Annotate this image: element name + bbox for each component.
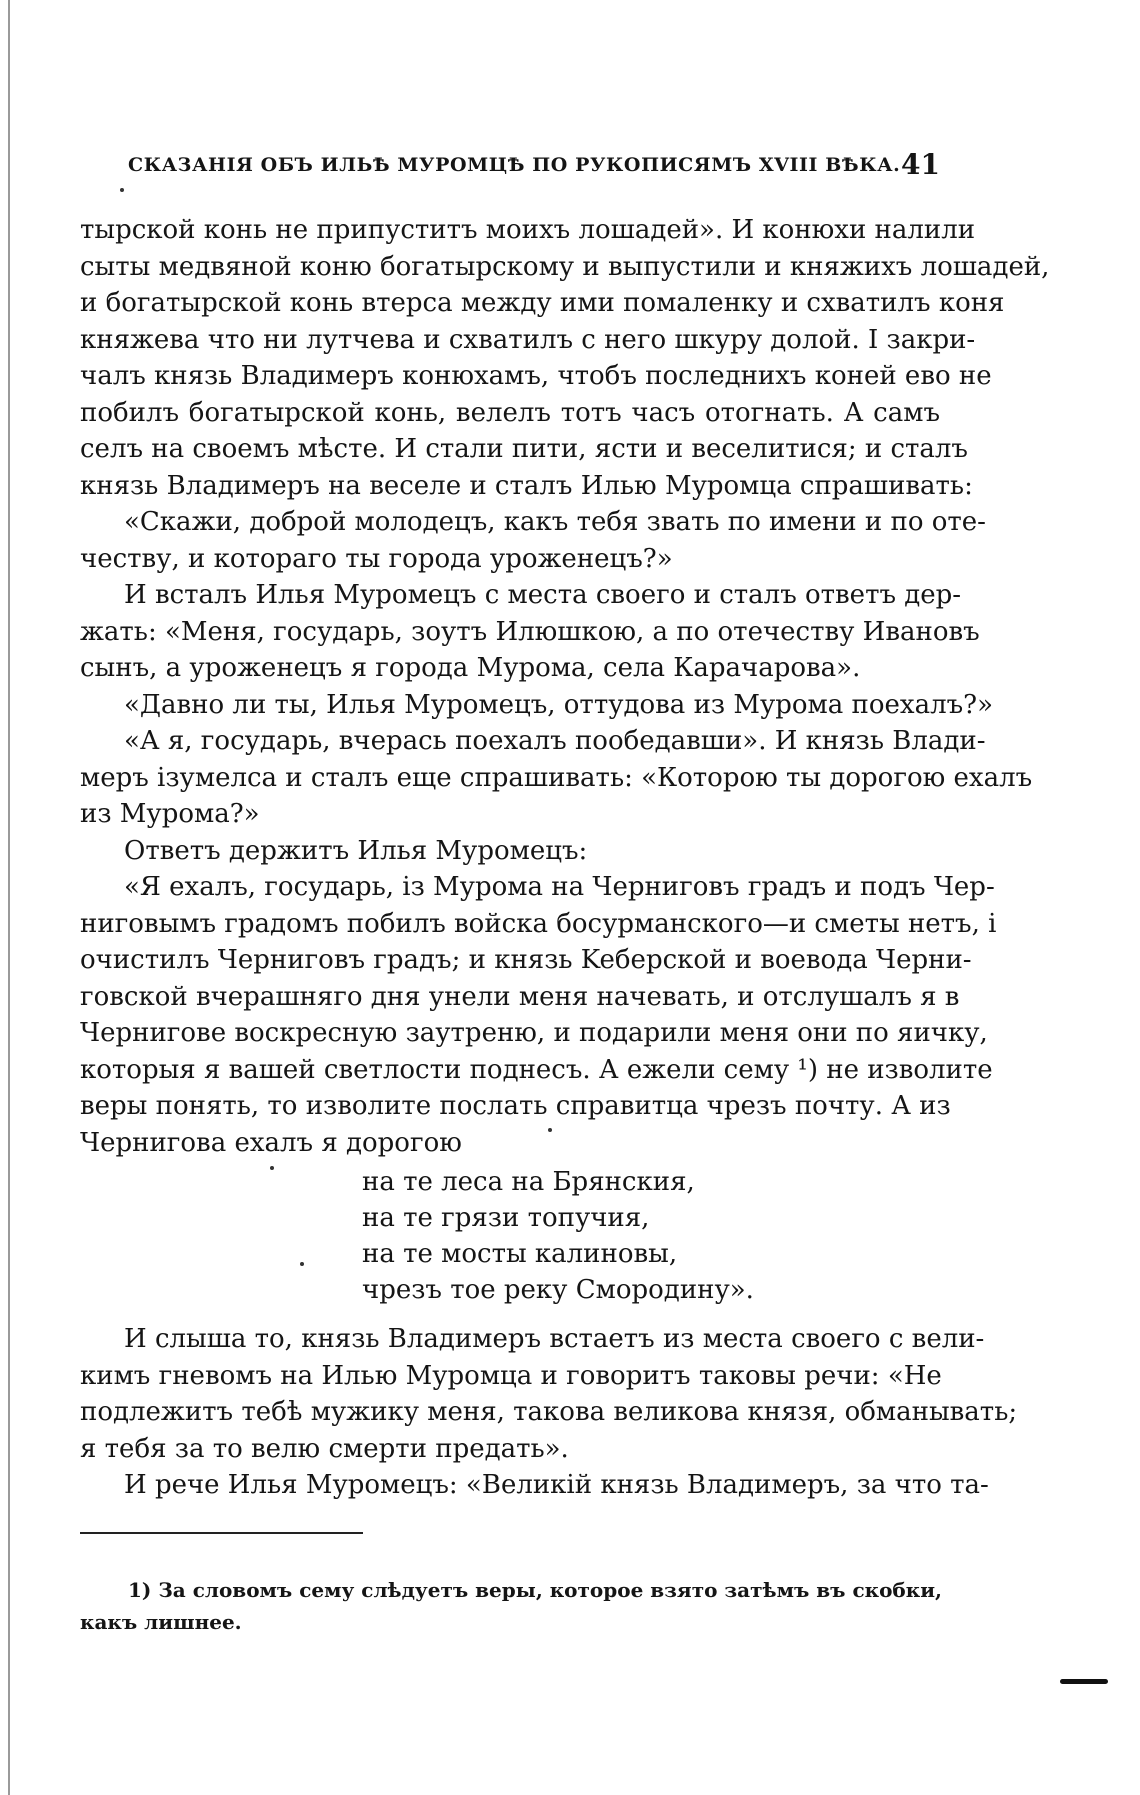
text-line: честву, и котораго ты города уроженецъ?» [80, 543, 673, 574]
text-line: «Я ехалъ, государь, із Мурома на Черниговъ градъ и подъ Чер- [124, 872, 995, 902]
text-line: жать: «Меня, государь, зоутъ Илюшкою, а по отечеству Ивановъ [80, 616, 980, 647]
text-line: И всталъ Илья Муромецъ с места своего и сталъ ответъ дер- [124, 580, 962, 610]
text-line: князь Владимеръ на веселе и сталъ Илью Муромца спрашивать: [80, 470, 973, 501]
text-line: побилъ богатырской конь, велелъ тотъ часъ отогнать. А самъ [80, 397, 940, 428]
text-line: И слыша то, князь Владимеръ встаетъ из места своего с вели- [124, 1324, 985, 1354]
text-line: очистилъ Черниговъ градъ; и князь Keберской и воевода Черни- [80, 945, 972, 975]
text-line: сыты медвяной коню богатырскому и выпустили и княжихъ лошадей, [80, 251, 1050, 282]
main-text-continued [80, 1321, 1018, 1504]
text-line: княжева что ни лутчева и схватилъ с него шкуру долой. I закри- [80, 324, 976, 355]
text-line: меръ ізумелса и сталъ еще спрашивать: «Которою ты дорогою ехалъ [80, 762, 1033, 793]
text-line: я тебя за то велю смерти предать». [80, 1433, 569, 1464]
footnote [80, 1574, 940, 1638]
text-line: говской вчерашняго дня унели меня начевать, и отслушалъ я в [80, 981, 960, 1012]
page-edge-rule [8, 0, 10, 1795]
ink-speck [548, 1128, 552, 1132]
text-line: И рече Илья Муромецъ: «Великій князь Владимеръ, за что та- [124, 1470, 989, 1500]
footnote-line: какъ лишнее. [80, 1610, 242, 1634]
text-line: веры понять, то изволите послать справитца чрезъ почту. А из [80, 1091, 951, 1121]
verse-line: на те мосты калиновы, [362, 1239, 678, 1269]
ink-speck [120, 188, 124, 192]
text-line: «Давно ли ты, Илья Муромецъ, оттудова из Мурома поехалъ?» [124, 689, 993, 720]
text-line: и богатырской конь втерса между ими помаленку и схватилъ коня [80, 288, 1005, 318]
text-line: селъ на своемъ мѣсте. И стали пити, ясти и веселитися; и сталъ [80, 434, 968, 464]
page-number: 41 [901, 148, 940, 181]
ink-speck [270, 1166, 274, 1170]
text-line: из Мурома?» [80, 799, 260, 829]
text-line: «А я, государь, вчерась поехалъ пообедавши». И князь Влади- [124, 726, 986, 756]
verse-line: на те грязи топучия, [362, 1203, 650, 1233]
verse-block [362, 1164, 754, 1308]
page-header [128, 148, 940, 182]
text-line: подлежитъ тебѣ мужику меня, такова великова князя, обманывать; [80, 1397, 1018, 1427]
text-line: сынъ, а уроженецъ я города Мурома, села Карачарова». [80, 653, 861, 683]
text-line: чалъ князь Владимеръ конюхамъ, чтобъ последнихъ коней ево не [80, 361, 992, 391]
ink-speck [300, 1262, 304, 1266]
text-line: кимъ гневомъ на Илью Муромца и говоритъ таковы речи: «Не [80, 1360, 942, 1391]
footnote-divider [80, 1532, 363, 1534]
text-line: тырской конь не припуститъ моихъ лошадей». И конюхи налили [80, 215, 976, 245]
text-line: Чернигове воскресную заутреню, и подарили меня они по яичку, [80, 1018, 988, 1048]
verse-line: на те леса на Брянския, [362, 1167, 695, 1197]
printer-mark [1060, 1679, 1108, 1684]
text-line: Ответъ держитъ Илья Муромецъ: [124, 835, 588, 866]
main-text [80, 212, 1050, 1161]
verse-line: чрезъ тое реку Смородину». [362, 1275, 754, 1305]
running-head: СКАЗАНІЯ ОБЪ ИЛЬѢ МУРОМЦѢ ПО РУКОПИСЯМЪ XVIII ВѢКА. [128, 154, 901, 176]
footnote-line: 1) За словомъ сему слѣдуетъ веры, которое взято затѣмъ въ скобки, [128, 1578, 942, 1602]
text-line: ниговымъ градомъ побилъ войска босурманского—и сметы нетъ, і [80, 908, 997, 939]
text-line: «Скажи, доброй молодецъ, какъ тебя звать по имени и по оте- [124, 507, 986, 537]
text-line: которыя я вашей светлости поднесъ. А ежели сему ¹) не изволите [80, 1054, 993, 1085]
text-line: Чернигова ехалъ я дорогою [80, 1127, 462, 1158]
